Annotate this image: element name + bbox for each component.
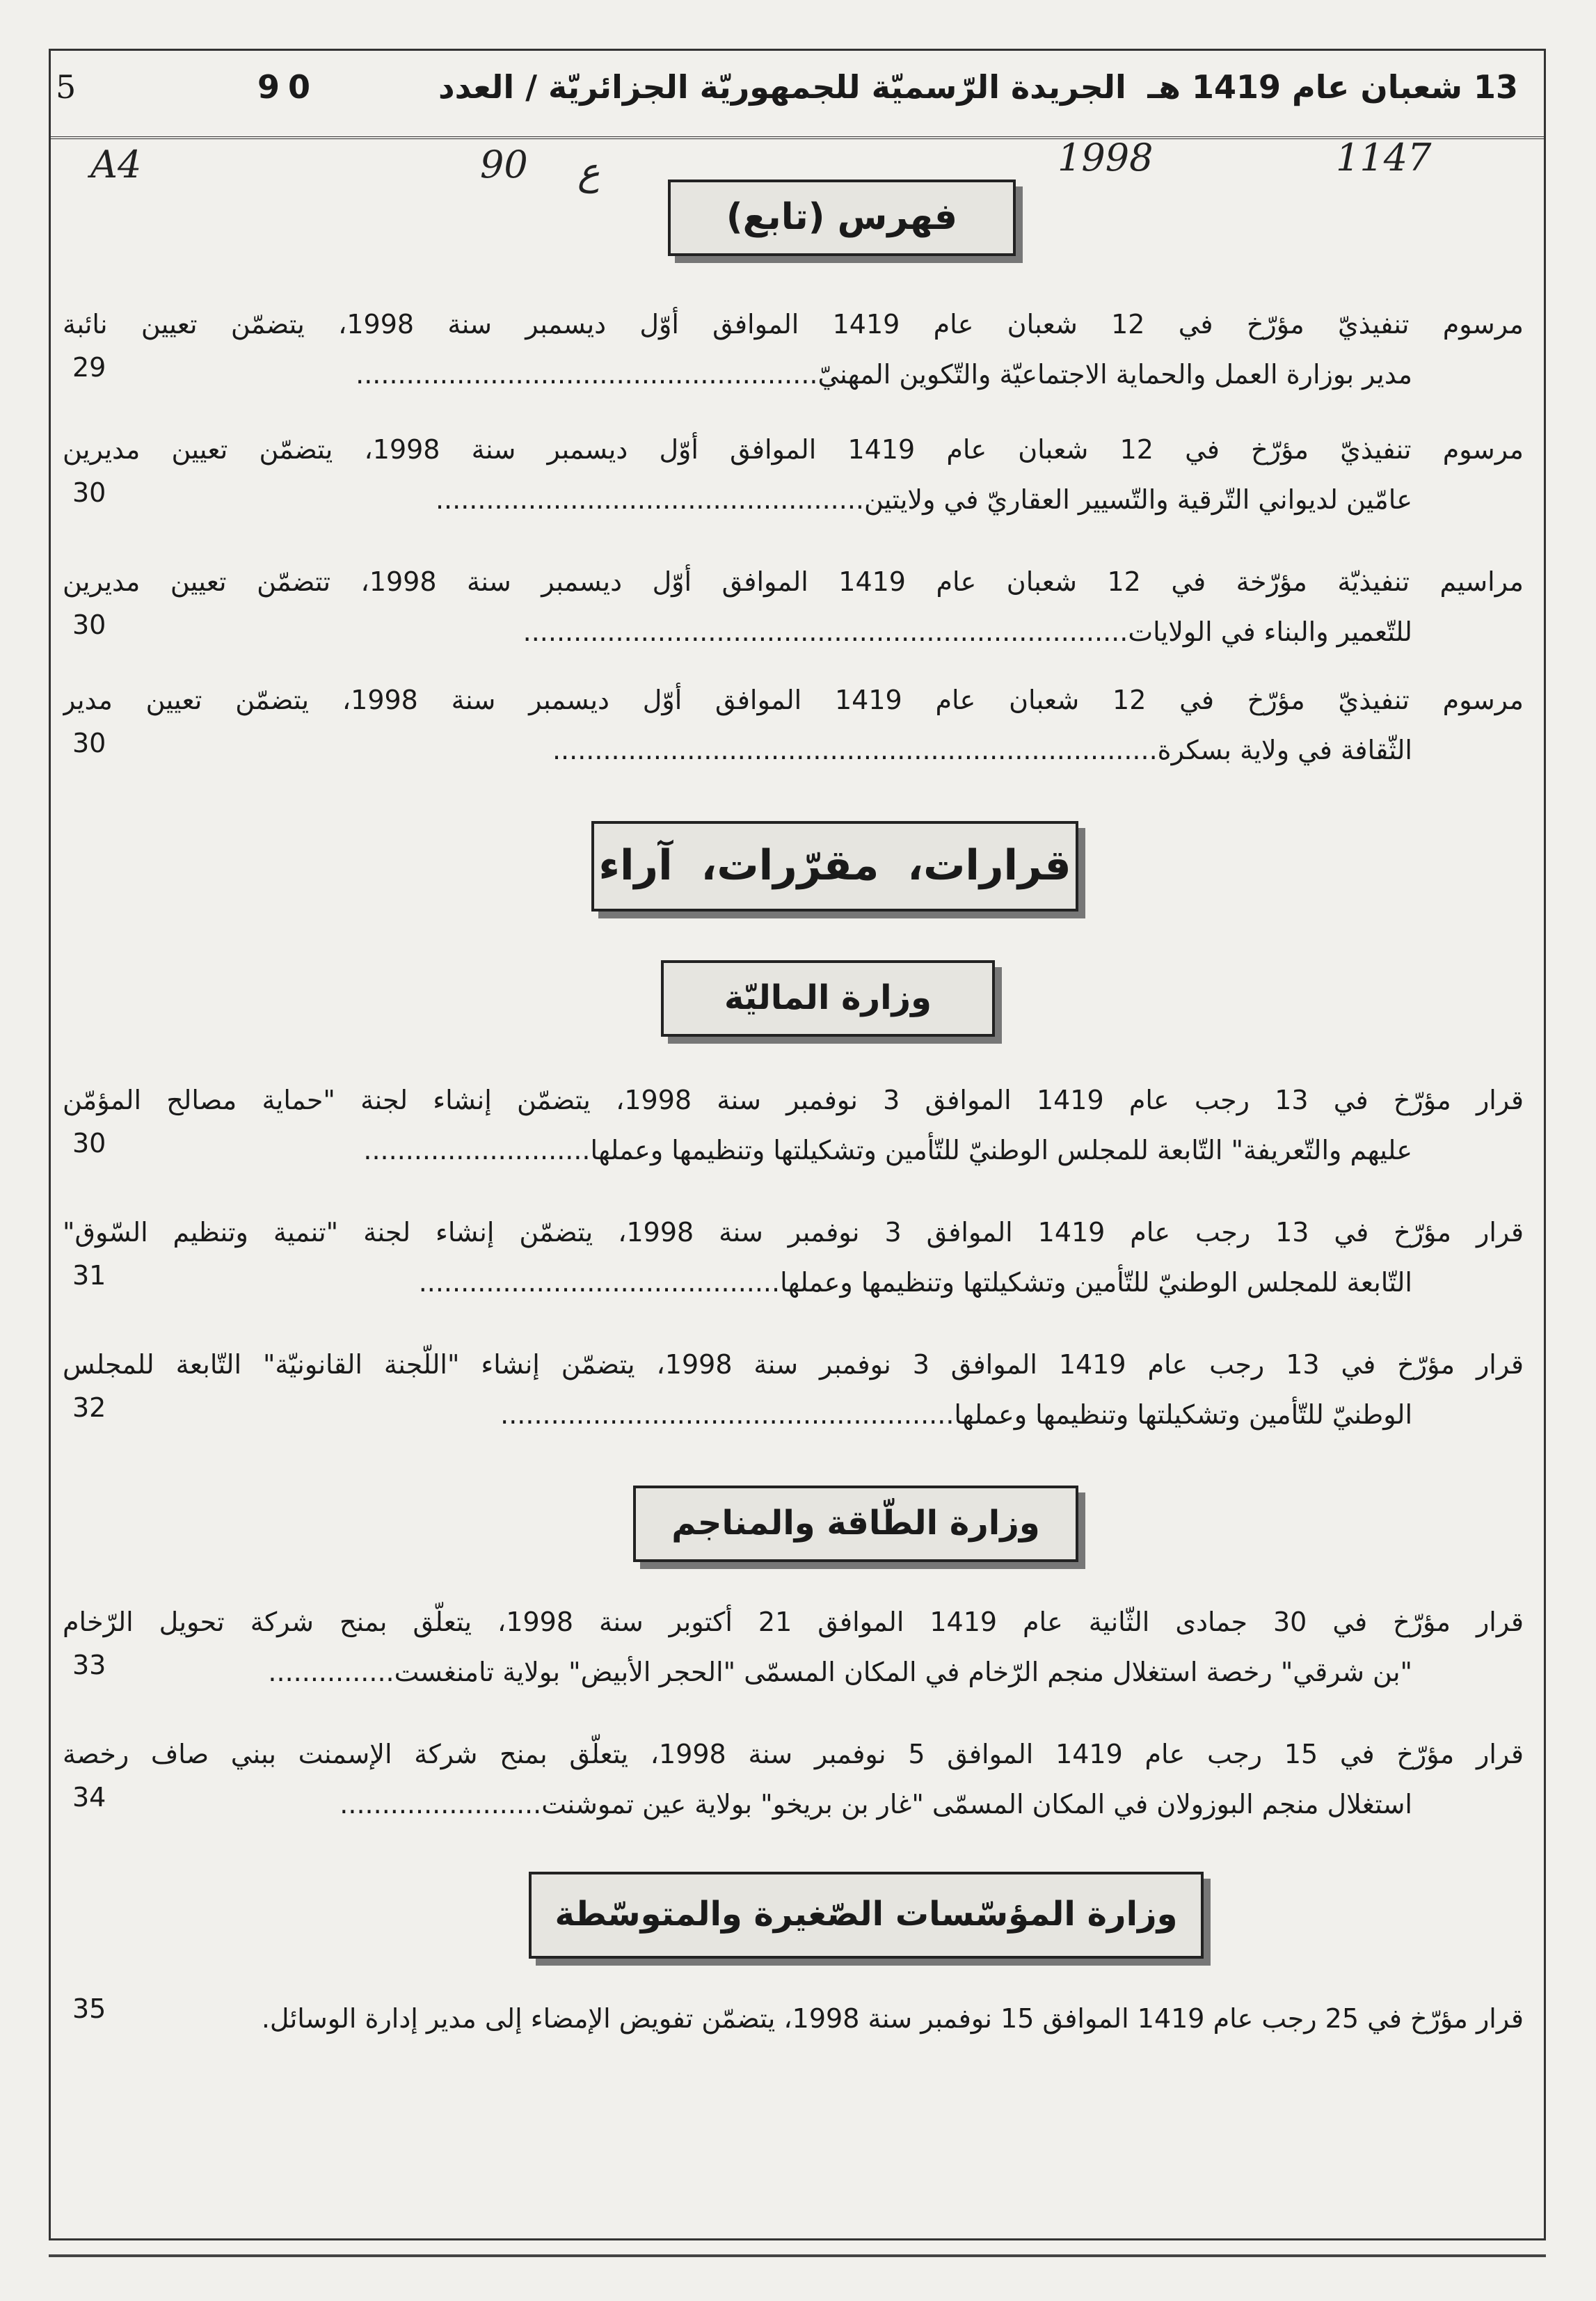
- running-header: [49, 49, 1546, 139]
- entry-line: قرار مؤرّخ في 25 رجب عام 1419 الموافق 15 نوفمبر سنة 1998، يتضمّن تفويض الإمضاء إلى مدير إدارة الوسائل.: [261, 2003, 1524, 2034]
- entry-line: قرار مؤرّخ في 15 رجب عام 1419 الموافق 5 نوفمبر سنة 1998، يتعلّق بمنح شركة الإسمنت ببني صاف رخصة: [63, 1739, 1524, 1769]
- index-entry: [63, 1993, 1524, 2044]
- ministry-title-sme: وزارة المؤسّسات الصّغيرة والمتوسّطة: [529, 1872, 1204, 1959]
- index-entry: [63, 1207, 1524, 1307]
- entry-line: مرسوم تنفيذيّ مؤرّخ في 12 شعبان عام 1419 الموافق أوّل ديسمبر سنة 1998، يتضمّن تعيين مديرين: [63, 434, 1524, 465]
- index-entry: [63, 1597, 1524, 1697]
- entry-page-number: 30: [72, 477, 106, 508]
- handwritten-year: 1998: [1058, 136, 1154, 180]
- handwritten-note-left: A4: [90, 143, 142, 186]
- entry-line: الثّقافة في ولاية بسكرة........................................................................: [552, 735, 1412, 765]
- index-entry: [63, 299, 1524, 399]
- entry-page-number: 30: [72, 610, 106, 640]
- entry-line: عامّين لديواني التّرقية والتّسيير العقاريّ في ولايتين...................................................: [435, 484, 1412, 515]
- index-entry: [63, 1075, 1524, 1175]
- handwritten-number: 90: [480, 143, 528, 186]
- index-entry: [63, 424, 1524, 525]
- entry-page-number: 31: [72, 1260, 106, 1291]
- entry-line: مرسوم تنفيذيّ مؤرّخ في 12 شعبان عام 1419 الموافق أوّل ديسمبر سنة 1998، يتضمّن تعيين نائبة: [63, 309, 1524, 340]
- entry-line: التّابعة للمجلس الوطنيّ للتّأمين وتشكيلتها وتنظيمها وعملها...........................................: [418, 1267, 1412, 1298]
- handwritten-note-right: 1147: [1336, 136, 1432, 180]
- entry-line: عليهم والتّعريفة" التّابعة للمجلس الوطنيّ للتّأمين وتشكيلتها وتنظيمها وعملها...........................: [363, 1135, 1412, 1165]
- index-entry: [63, 557, 1524, 657]
- header-page-number: 5: [56, 68, 77, 106]
- entry-page-number: 30: [72, 728, 106, 758]
- entry-line: قرار مؤرّخ في 30 جمادى الثّانية عام 1419 الموافق 21 أكتوبر سنة 1998، يتعلّق بمنح شركة تحويل الرّخام: [63, 1607, 1524, 1637]
- entry-page-number: 29: [72, 352, 106, 383]
- entry-line: استغلال منجم البوزولان في المكان المسمّى "غار بن بريخو" بولاية عين تموشنت........................: [340, 1789, 1412, 1820]
- index-title-box: فهرس (تابع): [668, 180, 1016, 256]
- index-entry: [63, 1729, 1524, 1829]
- entry-line: "بن شرقي" رخصة استغلال منجم الرّخام في المكان المسمّى "الحجر الأبيض" بولاية تامنغست...............: [268, 1657, 1412, 1687]
- entry-page-number: 32: [72, 1392, 106, 1423]
- entry-line: قرار مؤرّخ في 13 رجب عام 1419 الموافق 3 نوفمبر سنة 1998، يتضمّن إنشاء "اللّجنة القانونيّة" التّابعة للمجلس: [63, 1349, 1524, 1380]
- entry-page-number: 30: [72, 1128, 106, 1159]
- section-title-box: قرارات، مقرّرات، آراء: [591, 821, 1078, 911]
- entry-line: مراسيم تنفيذيّة مؤرّخة في 12 شعبان عام 1419 الموافق أوّل ديسمبر سنة 1998، تتضمّن تعيين مديرين: [63, 566, 1524, 597]
- entry-page-number: 35: [72, 1993, 106, 2024]
- entry-line: مرسوم تنفيذيّ مؤرّخ في 12 شعبان عام 1419 الموافق أوّل ديسمبر سنة 1998، يتضمّن تعيين مدير: [63, 685, 1524, 715]
- ministry-title-finance: وزارة الماليّة: [661, 960, 995, 1037]
- entry-page-number: 34: [72, 1782, 106, 1813]
- header-title: الجريدة الرّسميّة للجمهوريّة الجزائريّة / العدد: [438, 68, 1126, 106]
- footer-rule: [49, 2254, 1546, 2285]
- header-issue-number: 90: [257, 68, 319, 106]
- index-entry: [63, 675, 1524, 775]
- entry-line: للتّعمير والبناء في الولايات........................................................................: [522, 616, 1412, 647]
- header-date: 13 شعبان عام 1419 هـ: [1147, 68, 1518, 106]
- entry-line: قرار مؤرّخ في 13 رجب عام 1419 الموافق 3 نوفمبر سنة 1998، يتضمّن إنشاء لجنة "حماية مصالح المؤمّن: [63, 1085, 1524, 1115]
- handwritten-letter: ع: [577, 150, 600, 193]
- ministry-title-energy: وزارة الطّاقة والمناجم: [633, 1486, 1078, 1562]
- entry-line: قرار مؤرّخ في 13 رجب عام 1419 الموافق 3 نوفمبر سنة 1998، يتضمّن إنشاء لجنة "تنمية وتنظيم السّوق": [63, 1217, 1524, 1248]
- entry-page-number: 33: [72, 1650, 106, 1680]
- entry-line: مدير بوزارة العمل والحماية الاجتماعيّة والتّكوين المهنيّ.......................................................: [356, 359, 1412, 390]
- index-entry: [63, 1339, 1524, 1440]
- entry-line: الوطنيّ للتّأمين وتشكيلتها وتنظيمها وعملها......................................................: [500, 1399, 1412, 1430]
